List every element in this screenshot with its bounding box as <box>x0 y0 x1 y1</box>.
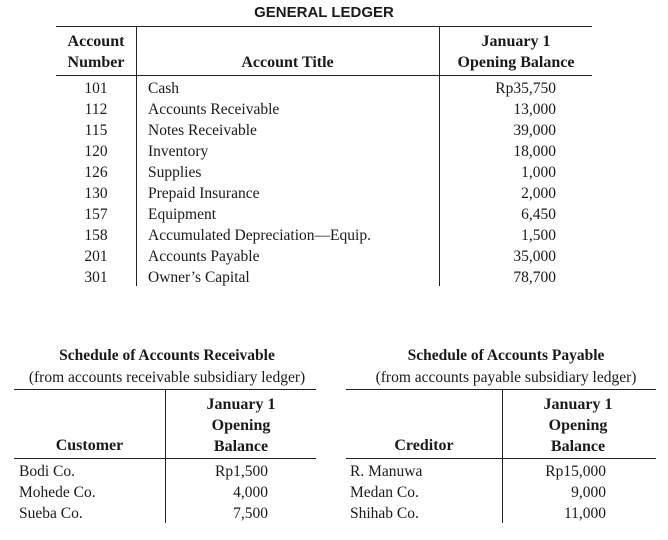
receivable-schedule-subtitle: (from accounts receivable subsidiary ledger) <box>28 369 306 386</box>
header-customer: Customer <box>55 437 124 454</box>
creditor-name: R. Manuwa <box>350 463 423 480</box>
table-row <box>56 225 592 246</box>
account-balance: 18,000 <box>513 143 556 160</box>
table-row <box>56 246 592 267</box>
table-row <box>56 162 592 183</box>
account-number: 301 <box>84 269 108 286</box>
customer-balance: Rp1,500 <box>215 463 268 480</box>
creditor-name: Medan Co. <box>350 484 419 501</box>
table-row <box>56 78 592 99</box>
header-account-number-line2: Number <box>67 54 125 71</box>
account-balance: 1,500 <box>521 227 556 244</box>
header-account-number <box>56 31 136 73</box>
payable-header-balance-line2: Opening <box>548 417 608 434</box>
account-balance: 6,450 <box>521 206 556 223</box>
payable-schedule-subtitle: (from accounts payable subsidiary ledger) <box>375 369 637 386</box>
table-row <box>14 503 316 524</box>
account-balance: 39,000 <box>513 122 556 139</box>
account-title: Equipment <box>148 206 217 223</box>
receivable-schedule-title: Schedule of Accounts Receivable <box>59 347 275 364</box>
account-title: Inventory <box>148 143 209 160</box>
payable-rows <box>346 461 656 524</box>
customer-name: Sueba Co. <box>19 505 83 522</box>
table-row <box>56 204 592 225</box>
customer-name: Mohede Co. <box>19 484 96 501</box>
table-row <box>346 482 656 503</box>
account-title: Accounts Payable <box>148 248 260 265</box>
table-row <box>14 461 316 482</box>
account-title: Owner’s Capital <box>148 269 250 286</box>
payable-header-balance-line1: January 1 <box>543 396 613 413</box>
table-row <box>56 141 592 162</box>
account-title: Notes Receivable <box>148 122 257 139</box>
account-number: 120 <box>84 143 108 160</box>
payable-header-balance-line3: Balance <box>550 438 606 455</box>
payable-top-rule <box>346 389 656 390</box>
header-balance-line2: Opening Balance <box>457 54 575 71</box>
account-balance: 2,000 <box>521 185 556 202</box>
account-balance: 1,000 <box>521 164 556 181</box>
general-ledger-title: GENERAL LEDGER <box>254 4 394 21</box>
payable-header-rule <box>346 458 656 459</box>
account-number: 201 <box>84 248 108 265</box>
header-balance-line1: January 1 <box>481 33 551 50</box>
account-number: 101 <box>84 80 108 97</box>
receivable-header-balance-line1: January 1 <box>206 396 276 413</box>
customer-balance: 7,500 <box>233 505 268 522</box>
account-number: 126 <box>84 164 108 181</box>
ledger-rows <box>56 78 592 288</box>
receivable-header-balance-line2: Opening <box>211 417 271 434</box>
customer-balance: 4,000 <box>233 484 268 501</box>
account-title: Supplies <box>148 164 202 181</box>
table-row <box>56 99 592 120</box>
account-title: Cash <box>148 80 179 97</box>
account-balance: 13,000 <box>513 101 556 118</box>
table-row <box>56 120 592 141</box>
table-row <box>56 183 592 204</box>
header-creditor: Creditor <box>394 437 454 454</box>
account-title: Accumulated Depreciation—Equip. <box>148 227 371 244</box>
creditor-balance: Rp15,000 <box>545 463 606 480</box>
account-number: 112 <box>84 101 108 118</box>
creditor-balance: 11,000 <box>563 505 606 522</box>
payable-header-balance <box>503 394 653 457</box>
table-row <box>56 267 592 288</box>
table-row <box>346 503 656 524</box>
account-balance: 35,000 <box>513 248 556 265</box>
header-opening-balance <box>440 31 592 73</box>
table-row <box>14 482 316 503</box>
account-number: 130 <box>84 185 108 202</box>
account-number: 115 <box>84 122 108 139</box>
receivable-rows <box>14 461 316 524</box>
customer-name: Bodi Co. <box>19 463 75 480</box>
header-account-number-line1: Account <box>67 33 125 50</box>
account-number: 158 <box>84 227 108 244</box>
account-title: Prepaid Insurance <box>148 185 260 202</box>
receivable-header-balance <box>166 394 316 457</box>
account-balance: Rp35,750 <box>495 80 556 97</box>
account-title: Accounts Receivable <box>148 101 280 118</box>
creditor-balance: 9,000 <box>571 484 606 501</box>
account-number: 157 <box>84 206 108 223</box>
account-balance: 78,700 <box>513 269 556 286</box>
table-row <box>346 461 656 482</box>
creditor-name: Shihab Co. <box>350 505 419 522</box>
receivable-header-balance-line3: Balance <box>213 438 269 455</box>
header-account-title: Account Title <box>241 54 334 71</box>
payable-schedule-title: Schedule of Accounts Payable <box>407 347 605 364</box>
